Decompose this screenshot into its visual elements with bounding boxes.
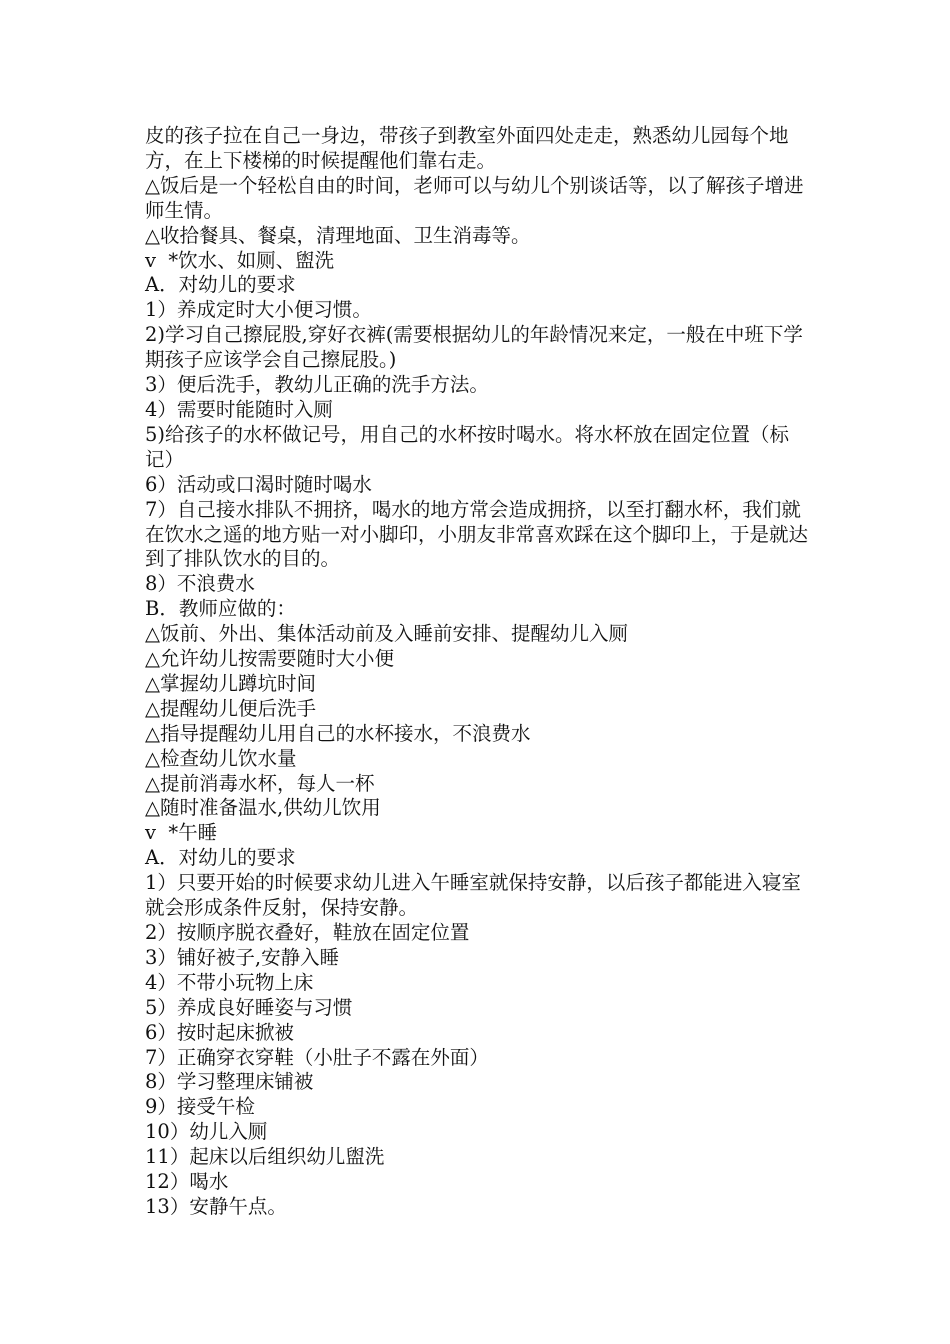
bullet-item: △检查幼儿饮水量 xyxy=(145,746,297,770)
list-item: 5）养成良好睡姿与习惯 xyxy=(145,995,353,1019)
list-item: 11）起床以后组织幼儿盥洗 xyxy=(145,1145,385,1169)
list-item: 8）学习整理床铺被 xyxy=(145,1070,314,1094)
document-body xyxy=(145,124,810,1220)
list-item: 9）接受午检 xyxy=(145,1095,255,1119)
paragraph-continuation: 皮的孩子拉在自己一身边，带孩子到教室外面四处走走，熟悉幼儿园每个地方，在上下楼梯的时候提醒他们靠右走。 xyxy=(145,124,789,172)
list-item: 2）按顺序脱衣叠好，鞋放在固定位置 xyxy=(145,921,470,944)
subheading-child-requirements: A．对幼儿的要求 xyxy=(145,273,296,297)
subheading-child-requirements: A．对幼儿的要求 xyxy=(145,846,296,870)
list-item: 4）不带小玩物上床 xyxy=(145,970,314,994)
list-item: 3）铺好被子,安静入睡 xyxy=(145,945,340,969)
bullet-item: △饭前、外出、集体活动前及入睡前安排、提醒幼儿入厕 xyxy=(145,622,628,646)
bullet-item: △掌握幼儿蹲坑时间 xyxy=(145,671,316,695)
bullet-clean-up: △收拾餐具、餐桌，清理地面、卫生消毒等。 xyxy=(145,223,531,247)
section-heading-nap: v *午睡 xyxy=(145,821,218,845)
list-item: 1）养成定时大小便习惯。 xyxy=(145,298,372,322)
list-item: 5)给孩子的水杯做记号，用自己的水杯按时喝水。将水杯放在固定位置（标记） xyxy=(145,422,790,471)
bullet-after-meal: △饭后是一个轻松自由的时间，老师可以与幼儿个别谈话等，以了解孩子增进师生情。 xyxy=(145,173,804,222)
list-item: 12）喝水 xyxy=(145,1170,229,1194)
list-item: 7）自己接水排队不拥挤，喝水的地方常会造成拥挤，以至打翻水杯，我们就在饮水之遥的地方贴一对小脚印，小朋友非常喜欢踩在这个脚印上，于是就达到了排队饮水的目的。 xyxy=(145,497,809,571)
list-item: 6）活动或口渴时随时喝水 xyxy=(145,472,372,496)
list-item: 2)学习自己擦屁股,穿好衣裤(需要根据幼儿的年龄情况来定，一般在中班下学期孩子应该学会自己擦屁股。) xyxy=(145,323,803,372)
bullet-item: △允许幼儿按需要随时大小便 xyxy=(145,647,394,671)
section-heading-drinking: v *饮水、如厕、盥洗 xyxy=(145,248,335,272)
list-item: 10）幼儿入厕 xyxy=(145,1120,268,1144)
list-item: 6）按时起床掀被 xyxy=(145,1020,294,1044)
subheading-teacher-duties: B．教师应做的： xyxy=(145,597,296,621)
list-item: 3）便后洗手，教幼儿正确的洗手方法。 xyxy=(145,373,489,397)
bullet-item: △提前消毒水杯，每人一杯 xyxy=(145,771,375,795)
bullet-item: △随时准备温水,供幼儿饮用 xyxy=(145,796,381,820)
bullet-item: △指导提醒幼儿用自己的水杯接水，不浪费水 xyxy=(145,721,531,745)
list-item: 1）只要开始的时候要求幼儿进入午睡室就保持安静，以后孩子都能进入寝室就会形成条件反射，保持安静。 xyxy=(145,871,801,920)
list-item: 7）正确穿衣穿鞋（小肚子不露在外面） xyxy=(145,1045,489,1069)
list-item: 13）安静午点。 xyxy=(145,1194,287,1218)
list-item: 4）需要时能随时入厕 xyxy=(145,397,333,421)
bullet-item: △提醒幼儿便后洗手 xyxy=(145,696,316,720)
list-item: 8）不浪费水 xyxy=(145,572,255,596)
